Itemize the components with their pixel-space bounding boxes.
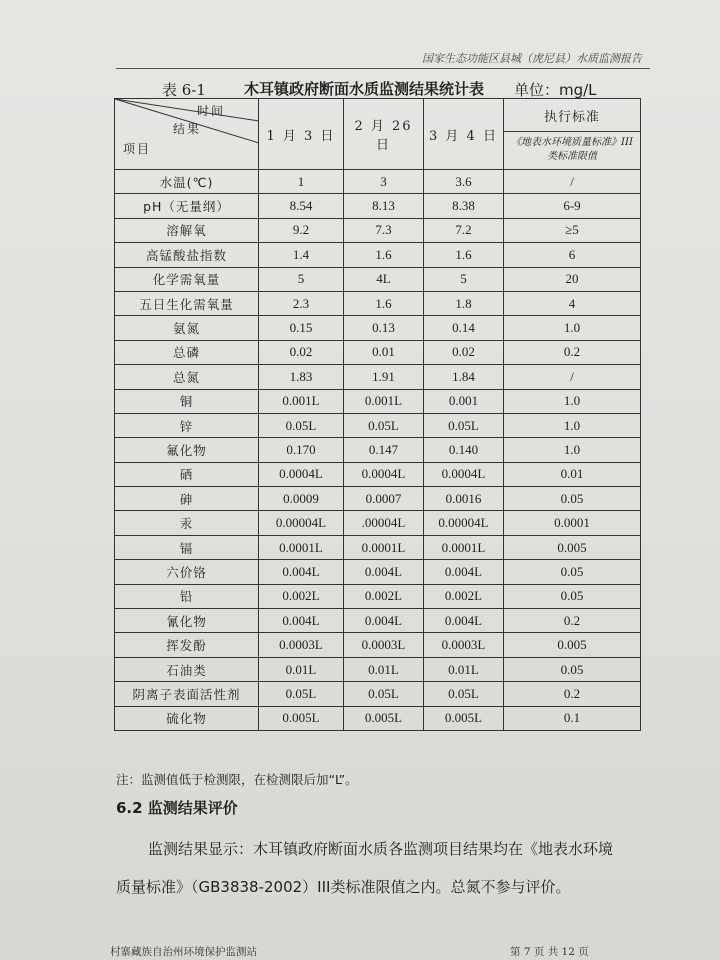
table-row [115,218,641,242]
header-rule [116,68,650,69]
table-row [115,633,641,657]
footer-organization: 村寨藏族自治州环境保护监测站 [110,946,257,958]
row-standard-limit: / [504,170,641,194]
row-value-date-3: 0.001 [424,389,504,413]
table-row [115,291,641,315]
row-value-date-1: 5 [259,267,344,291]
row-item-name: 水温(℃) [115,170,259,194]
row-item-name: 氰化物 [115,609,259,633]
row-item-name: 阴离子表面活性剂 [115,682,259,706]
row-standard-limit: 1.0 [504,389,641,413]
row-value-date-1: 0.01L [259,657,344,681]
table-row [115,706,641,730]
row-value-date-3: 8.38 [424,194,504,218]
corner-label-item: 项目 [123,142,152,156]
row-value-date-1: 0.0003L [259,633,344,657]
row-value-date-2: 0.147 [344,438,424,462]
row-value-date-2: 0.0004L [344,462,424,486]
row-value-date-1: 0.005L [259,706,344,730]
row-value-date-2: 4L [344,267,424,291]
row-item-name: 汞 [115,511,259,535]
monitoring-results-table [114,98,641,731]
row-standard-limit: 0.05 [504,487,641,511]
row-value-date-3: 0.0016 [424,487,504,511]
corner-label-result: 结果 [173,122,202,136]
row-value-date-1: 0.004L [259,560,344,584]
row-item-name: 硫化物 [115,706,259,730]
row-item-name: 镉 [115,535,259,559]
table-number: 表 6-1 [162,81,206,99]
row-standard-limit: 4 [504,291,641,315]
table-unit: 单位：mg/L [514,81,597,99]
row-value-date-3: 0.005L [424,706,504,730]
section-title: 6.2 监测结果评价 [116,799,238,817]
row-value-date-3: 1.8 [424,291,504,315]
row-item-name: 六价铬 [115,560,259,584]
row-value-date-3: 0.0001L [424,535,504,559]
row-value-date-1: 0.002L [259,584,344,608]
row-value-date-3: 3.6 [424,170,504,194]
table-row [115,170,641,194]
row-value-date-3: 7.2 [424,218,504,242]
row-item-name: 总氮 [115,365,259,389]
row-value-date-2: .00004L [344,511,424,535]
row-value-date-1: 2.3 [259,291,344,315]
table-row [115,243,641,267]
row-value-date-3: 0.02 [424,340,504,364]
row-value-date-1: 0.00004L [259,511,344,535]
table-row [115,609,641,633]
row-value-date-3: 0.05L [424,413,504,437]
table-row [115,316,641,340]
row-standard-limit: 1.0 [504,438,641,462]
row-item-name: 高锰酸盐指数 [115,243,259,267]
row-standard-limit: / [504,365,641,389]
row-value-date-1: 0.0009 [259,487,344,511]
row-value-date-3: 1.6 [424,243,504,267]
row-standard-limit: 0.05 [504,657,641,681]
table-row [115,389,641,413]
table-row [115,682,641,706]
table-row [115,462,641,486]
row-item-name: 化学需氧量 [115,267,259,291]
row-item-name: 硒 [115,462,259,486]
row-value-date-2: 3 [344,170,424,194]
table-body [115,170,641,731]
row-value-date-1: 1.83 [259,365,344,389]
row-value-date-3: 0.004L [424,609,504,633]
row-value-date-3: 5 [424,267,504,291]
row-item-name: pH（无量纲） [115,194,259,218]
row-standard-limit: 0.05 [504,560,641,584]
header-standard-cell [504,99,641,170]
row-value-date-2: 0.004L [344,560,424,584]
table-row [115,365,641,389]
row-standard-limit: 6-9 [504,194,641,218]
table-row [115,657,641,681]
row-standard-limit: 0.2 [504,340,641,364]
table-row [115,340,641,364]
row-value-date-2: 8.13 [344,194,424,218]
row-value-date-2: 0.05L [344,413,424,437]
row-standard-limit: 0.01 [504,462,641,486]
row-standard-limit: 0.2 [504,609,641,633]
row-value-date-2: 0.001L [344,389,424,413]
row-value-date-3: 0.0004L [424,462,504,486]
row-item-name: 挥发酚 [115,633,259,657]
running-header: 国家生态功能区县城（虎尼县）水质监测报告 [422,52,642,65]
table-row [115,194,641,218]
row-value-date-2: 1.6 [344,243,424,267]
row-item-name: 石油类 [115,657,259,681]
corner-label-time: 时间 [197,104,226,118]
table-row [115,267,641,291]
table-row [115,487,641,511]
row-value-date-2: 0.05L [344,682,424,706]
header-date-3: 3 月 4 日 [424,99,504,170]
header-standard: 执行标准 [504,102,640,132]
row-item-name: 铅 [115,584,259,608]
row-standard-limit: 1.0 [504,413,641,437]
row-value-date-1: 8.54 [259,194,344,218]
row-standard-limit: 0.005 [504,633,641,657]
row-item-name: 五日生化需氧量 [115,291,259,315]
row-value-date-3: 0.01L [424,657,504,681]
row-item-name: 锌 [115,413,259,437]
table-header-row [115,99,641,170]
row-value-date-1: 0.0001L [259,535,344,559]
row-value-date-1: 0.170 [259,438,344,462]
row-value-date-3: 0.004L [424,560,504,584]
row-value-date-1: 0.001L [259,389,344,413]
section-paragraph [116,830,616,906]
row-value-date-3: 0.140 [424,438,504,462]
row-standard-limit: 6 [504,243,641,267]
header-corner-cell [115,99,259,170]
row-value-date-3: 1.84 [424,365,504,389]
table-note: 注：监测值低于检测限，在检测限后加“L”。 [116,772,358,787]
row-value-date-3: 0.05L [424,682,504,706]
row-value-date-1: 0.02 [259,340,344,364]
table-row [115,413,641,437]
row-value-date-2: 1.6 [344,291,424,315]
row-item-name: 总磷 [115,340,259,364]
row-value-date-3: 0.002L [424,584,504,608]
table-title: 木耳镇政府断面水质监测结果统计表 [244,80,485,98]
row-value-date-2: 0.004L [344,609,424,633]
row-value-date-2: 0.002L [344,584,424,608]
row-standard-limit: ≥5 [504,218,641,242]
row-value-date-3: 0.14 [424,316,504,340]
row-standard-limit: 20 [504,267,641,291]
row-value-date-1: 1.4 [259,243,344,267]
row-value-date-2: 0.01 [344,340,424,364]
row-value-date-2: 7.3 [344,218,424,242]
row-value-date-3: 0.00004L [424,511,504,535]
row-value-date-3: 0.0003L [424,633,504,657]
row-value-date-2: 1.91 [344,365,424,389]
row-standard-limit: 0.0001 [504,511,641,535]
row-value-date-2: 0.01L [344,657,424,681]
header-standard-sub: 《地表水环境质量标准》III类标准限值 [511,137,633,162]
row-value-date-1: 1 [259,170,344,194]
row-value-date-1: 0.0004L [259,462,344,486]
row-value-date-1: 0.05L [259,682,344,706]
row-value-date-2: 0.005L [344,706,424,730]
row-value-date-1: 0.05L [259,413,344,437]
table-row [115,584,641,608]
row-value-date-2: 0.0001L [344,535,424,559]
row-standard-limit: 0.2 [504,682,641,706]
row-value-date-1: 0.004L [259,609,344,633]
row-item-name: 砷 [115,487,259,511]
row-value-date-1: 0.15 [259,316,344,340]
row-value-date-2: 0.0007 [344,487,424,511]
table-row [115,535,641,559]
row-value-date-2: 0.13 [344,316,424,340]
row-item-name: 氨氮 [115,316,259,340]
row-standard-limit: 1.0 [504,316,641,340]
row-item-name: 铜 [115,389,259,413]
paragraph-text: 监测结果显示：木耳镇政府断面水质各监测项目结果均在《地表水环境质量标准》（GB3838-2002）III类标准限值之内。总氮不参与评价。 [116,840,614,896]
row-value-date-2: 0.0003L [344,633,424,657]
row-item-name: 溶解氧 [115,218,259,242]
header-date-1: 1 月 3 日 [259,99,344,170]
footer-page-number: 第 7 页 共 12 页 [510,946,589,958]
table-row [115,438,641,462]
table-row [115,511,641,535]
row-standard-limit: 0.1 [504,706,641,730]
row-value-date-1: 9.2 [259,218,344,242]
row-item-name: 氟化物 [115,438,259,462]
table-row [115,560,641,584]
header-date-2: 2 月 26 日 [344,99,424,170]
row-standard-limit: 0.05 [504,584,641,608]
row-standard-limit: 0.005 [504,535,641,559]
